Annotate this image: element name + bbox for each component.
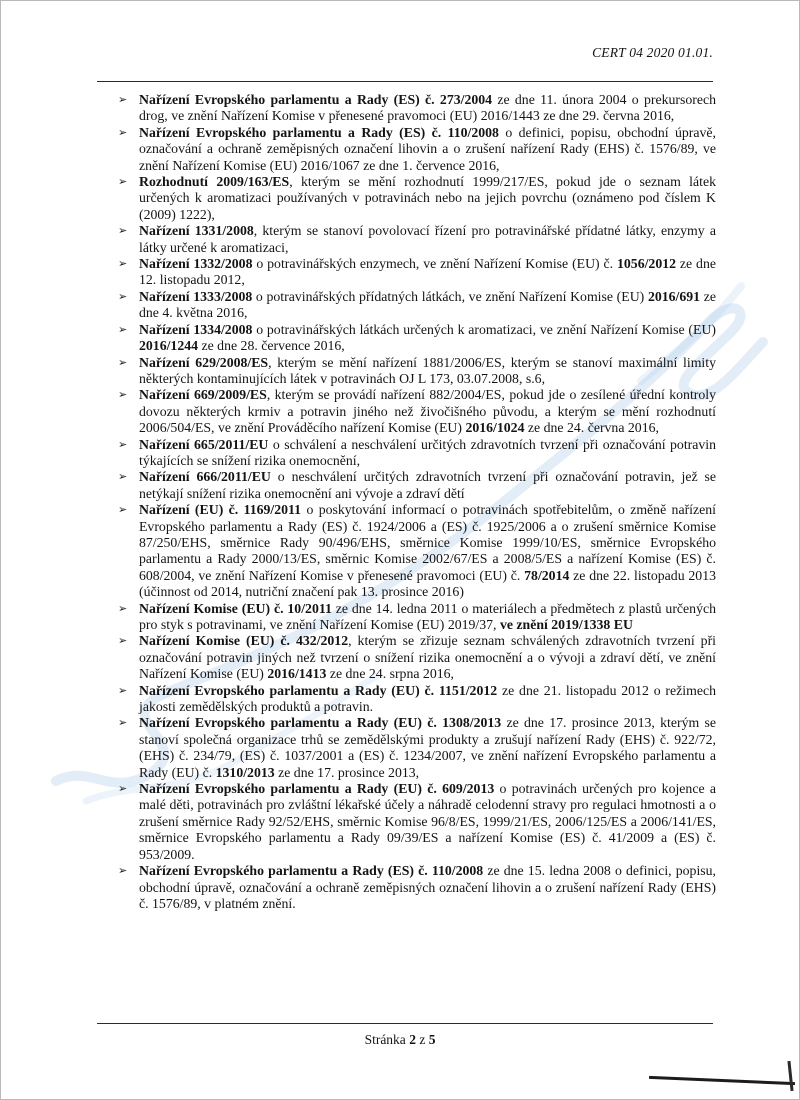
- list-item: [118, 125, 716, 174]
- footer-label: Stránka: [364, 1032, 406, 1047]
- list-item: [118, 174, 716, 223]
- arrow-bullet-icon: ➢: [118, 289, 128, 303]
- item-text: Nařízení 1332/2008 o potravinářských enzymech, ve znění Nařízení Komise (EU) č. 1056/2012 ze dne 12. listopadu 2012,: [139, 256, 716, 288]
- page-footer: [1, 1032, 799, 1048]
- item-text: Nařízení 1334/2008 o potravinářských látkách určených k aromatizaci, ve znění Nařízení Komise (EU) 2016/1244 ze dne 28. července 2016,: [139, 321, 717, 354]
- item-text: Nařízení 665/2011/EU o schválení a neschválení určitých zdravotních tvrzení při označování potravin týkajících se snížení rizika onemocnění,: [139, 436, 717, 468]
- list-item: [118, 437, 716, 470]
- item-text: Nařízení 629/2008/ES, kterým se mění nařízení 1881/2006/ES, kterým se stanoví maximální limity některých kontaminujících látek v potravinách OJ L 173, 03.07.2008, s.6,: [139, 354, 716, 386]
- list-item: [118, 256, 716, 289]
- item-text: Nařízení 666/2011/EU o neschválení určitých zdravotních tvrzení při označování potravin, jež se netýkají snížení rizika onemocnění ani vývoje a zdraví dětí: [139, 469, 717, 501]
- list-item: [118, 469, 716, 502]
- arrow-bullet-icon: ➢: [118, 224, 128, 238]
- list-item: [118, 781, 716, 863]
- arrow-bullet-icon: ➢: [118, 634, 128, 648]
- item-text: Nařízení 1331/2008, kterým se stanoví povolovací řízení pro potravinářské přídatné látky, enzymy a látky určené k aromatizaci,: [139, 223, 716, 255]
- item-text: Nařízení Evropského parlamentu a Rady (EU) č. 609/2013 o potravinách určených pro kojence a malé děti, potravinách pro zvláštní lékařské účely a náhradě celodenní stravy pro regulaci hmotnosti a o zrušení směrnice Rady 92/52/EHS, směrnic Komise 96/8/ES, 1999/21/ES, 2006/125/ES a 2006/141/ES, směrnice Evropského parlamentu a Rady 09/39/ES a nařízení Komise (ES) č. 41/2009 a (ES) č. 953/2009.: [139, 781, 716, 862]
- list-item: [118, 715, 716, 781]
- item-text: Nařízení Komise (EU) č. 432/2012, kterým se zřizuje seznam schválených zdravotních tvrzení při označování potravin jiných než tvrzení o snížení rizika onemocnění a o vývoji a zdraví dětí, ve znění Nařízení Komise (EU) 2016/1413 ze dne 24. srpna 2016,: [139, 633, 716, 682]
- item-text: Nařízení Evropského parlamentu a Rady (ES) č. 110/2008 ze dne 15. ledna 2008 o definici, popisu, obchodní úpravě, označování a ochraně zeměpisných označení lihovin a o zrušení nařízení Rady (EHS) č. 1576/89, v platném znění.: [139, 863, 716, 911]
- arrow-bullet-icon: ➢: [118, 437, 128, 451]
- item-text: Nařízení Evropského parlamentu a Rady (EU) č. 1151/2012 ze dne 21. listopadu 2012 o režimech jakosti zemědělských produktů a potravin.: [139, 682, 716, 715]
- item-text: Nařízení Evropského parlamentu a Rady (EU) č. 1308/2013 ze dne 17. prosince 2013, kterým se stanoví společná organizace trhů se zemědělskými produkty a zrušují nařízení Rady (EHS) č. 922/72, (EHS) č. 234/79, (ES) č. 1037/2001 a (ES) č. 1234/2007, ve znění nařízení Evropského parlamentu a Rady (EU) č. 1310/2013 ze dne 17. prosince 2013,: [139, 715, 716, 780]
- list-item: [118, 387, 716, 436]
- item-text: Nařízení 669/2009/ES, kterým se provádí nařízení 882/2004/ES, pokud jde o zesílené úřední kontroly dovozu některých krmiv a potravin jiného než živočišného původu, a kterým se mění rozhodnutí 2006/504/ES, ve znění Prováděcího nařízení Komise (EU) 2016/1024 ze dne 24. června 2016,: [139, 387, 717, 436]
- arrow-bullet-icon: ➢: [118, 388, 128, 402]
- regulation-list: [118, 92, 716, 912]
- item-text: Nařízení (EU) č. 1169/2011 o poskytování informací o potravinách spotřebitelům, o změně nařízení Evropského parlamentu a Rady (ES) č. 1924/2006 a (ES) č. 1925/2006 a o zrušení směrnice Komise 87/250/EHS, směrnice Rady 90/496/EHS, směrnice Komise 1999/10/ES, směrnice Evropského parlamentu a Rady 2000/13/ES, směrnic Komise 2002/67/ES a 2008/5/ES a nařízení Komise (ES) č. 608/2004, ve znění Nařízení Komise v přenesené pravomoci (EU) č. 78/2014 ze dne 22. listopadu 2013 (účinnost od 2014, nutriční značení pak 13. prosince 2016): [139, 502, 716, 600]
- arrow-bullet-icon: ➢: [118, 93, 128, 106]
- list-item: [118, 633, 716, 682]
- footer-rule: [97, 1023, 713, 1024]
- list-item: [118, 92, 716, 125]
- arrow-bullet-icon: ➢: [118, 355, 128, 369]
- list-item: [118, 601, 716, 634]
- arrow-bullet-icon: ➢: [118, 322, 128, 336]
- list-item: [118, 683, 716, 716]
- footer-of: z: [419, 1032, 426, 1047]
- arrow-bullet-icon: ➢: [118, 716, 128, 730]
- arrow-bullet-icon: ➢: [118, 175, 128, 189]
- arrow-bullet-icon: ➢: [118, 601, 128, 615]
- list-item: [118, 289, 716, 322]
- scan-artifact: [787, 1061, 793, 1091]
- item-text: Nařízení Evropského parlamentu a Rady (ES) č. 110/2008 o definici, popisu, obchodní úpravě, označování a ochraně zeměpisných označení lihovin a o zrušení nařízení Rady (EHS) č. 1576/89, ve znění Nařízení Komise (EU) 2016/1067 ze dne 1. července 2016,: [139, 124, 716, 173]
- arrow-bullet-icon: ➢: [118, 503, 128, 517]
- page-total: 5: [428, 1032, 436, 1047]
- arrow-bullet-icon: ➢: [118, 257, 128, 271]
- arrow-bullet-icon: ➢: [118, 125, 128, 139]
- document-ref: CERT 04 2020 01.01.: [592, 45, 713, 60]
- list-item: [118, 502, 716, 600]
- item-text: Nařízení Komise (EU) č. 10/2011 ze dne 14. ledna 2011 o materiálech a předmětech z plastů určených pro styk s potravinami, ve znění Nařízení Komise (EU) 2019/37, ve znění 2019/1338 EU: [139, 600, 716, 632]
- arrow-bullet-icon: ➢: [118, 683, 128, 697]
- list-item: [118, 322, 716, 355]
- arrow-bullet-icon: ➢: [118, 782, 128, 796]
- list-item: [118, 355, 716, 388]
- arrow-bullet-icon: ➢: [118, 864, 128, 878]
- item-text: Rozhodnutí 2009/163/ES, kterým se mění rozhodnutí 1999/217/ES, pokud jde o seznam látek určených k aromatizaci používaných v potravinách nebo na jejich povrchu (oznámeno pod číslem K (2009) 1222),: [139, 174, 716, 222]
- header-rule: [97, 81, 713, 82]
- arrow-bullet-icon: ➢: [118, 470, 128, 484]
- page-number: 2: [409, 1032, 416, 1047]
- scan-artifact: [649, 1076, 795, 1085]
- list-item: [118, 223, 716, 256]
- item-text: Nařízení 1333/2008 o potravinářských přídatných látkách, ve znění Nařízení Komise (EU) 2016/691 ze dne 4. května 2016,: [139, 288, 716, 321]
- item-text: Nařízení Evropského parlamentu a Rady (ES) č. 273/2004 ze dne 11. února 2004 o prekursorech drog, ve znění Nařízení Komise v přenesené pravomoci (EU) 2016/1443 ze dne 29. června 2016,: [139, 92, 716, 124]
- list-item: [118, 863, 716, 912]
